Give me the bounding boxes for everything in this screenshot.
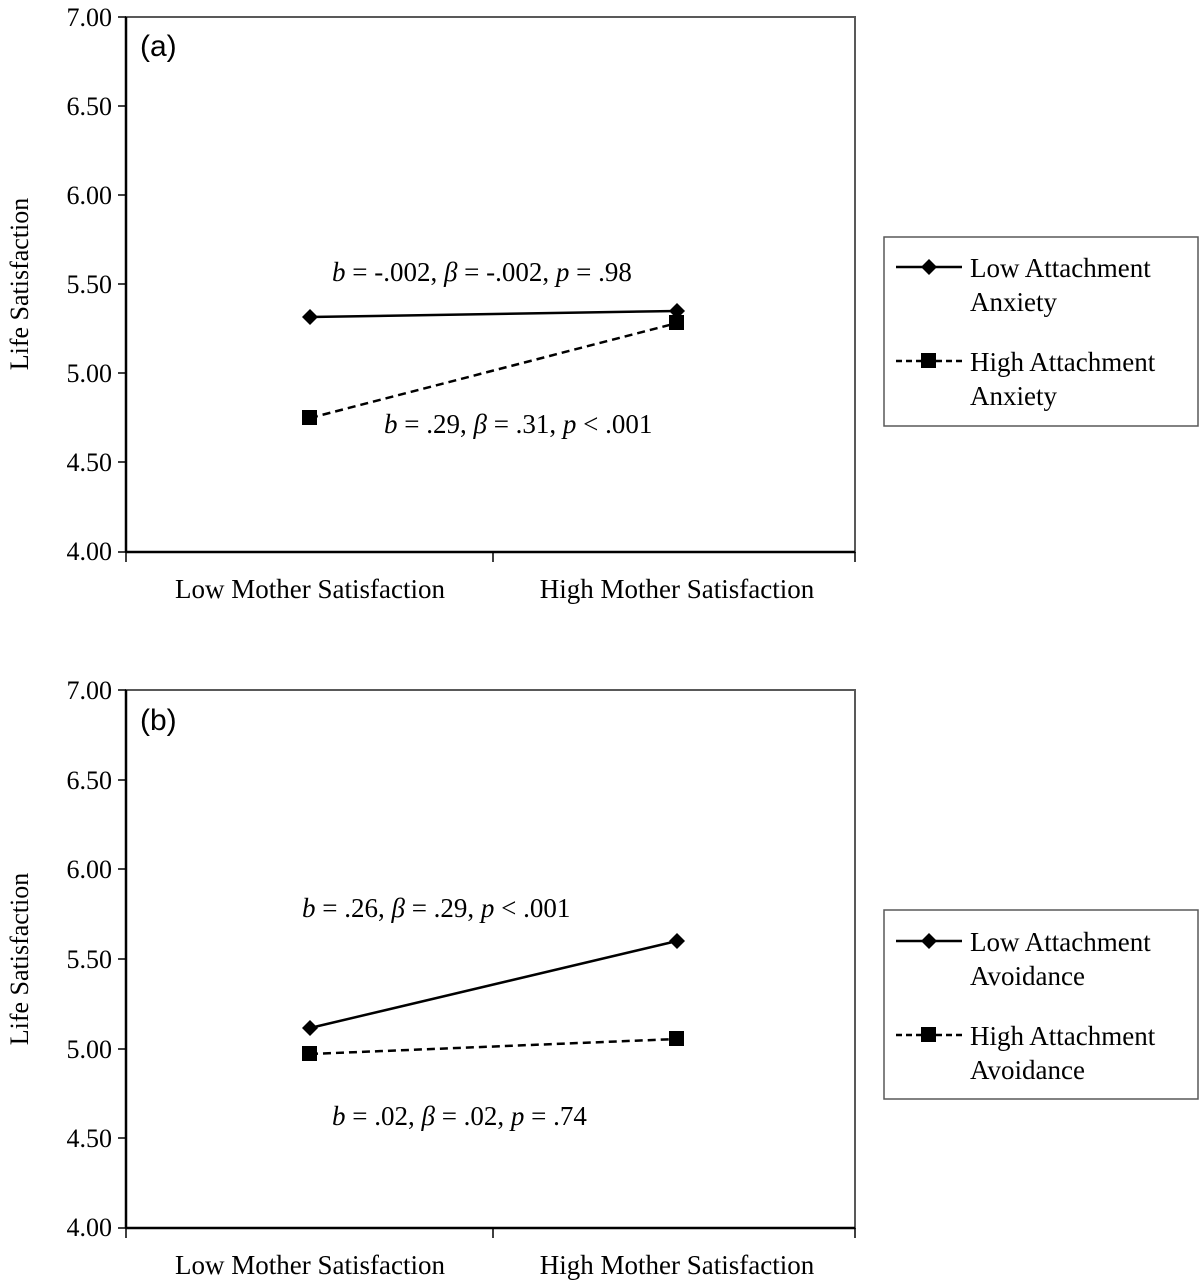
legend-label: High Attachment	[970, 1021, 1156, 1051]
y-tick-label: 5.50	[66, 945, 112, 974]
annotation-high-avoidance: b = .02, β = .02, p = .74	[332, 1101, 587, 1131]
y-tick-label: 4.00	[66, 537, 112, 566]
legend-b	[884, 910, 1198, 1099]
y-axis-label: Life Satisfaction	[5, 872, 34, 1046]
y-tick-label: 5.00	[66, 359, 112, 388]
y-tick-label: 7.00	[66, 3, 112, 32]
legend-label: High Attachment	[970, 347, 1156, 377]
y-tick-label: 6.00	[66, 855, 112, 884]
y-tick-label: 4.50	[66, 1124, 112, 1153]
y-tick-label: 6.00	[66, 181, 112, 210]
panel-label: (a)	[140, 30, 177, 63]
legend-square-icon	[921, 1027, 936, 1042]
series-high-attachment-avoidance	[302, 1031, 684, 1061]
y-tick-label: 7.00	[66, 676, 112, 705]
y-tick-label: 5.00	[66, 1035, 112, 1064]
x-category-label: Low Mother Satisfaction	[175, 574, 445, 604]
legend-a	[884, 237, 1198, 426]
y-tick-label: 4.00	[66, 1213, 112, 1242]
y-tick-label: 5.50	[66, 270, 112, 299]
y-tick-label: 6.50	[66, 92, 112, 121]
legend-label: Anxiety	[970, 381, 1057, 411]
legend-label: Low Attachment	[970, 927, 1151, 957]
diamond-marker	[302, 309, 318, 325]
y-axis-label: Life Satisfaction	[5, 197, 34, 371]
square-marker	[302, 410, 317, 425]
legend-label: Avoidance	[970, 1055, 1085, 1085]
x-category-label: Low Mother Satisfaction	[175, 1250, 445, 1280]
series-low-attachment-anxiety	[302, 303, 685, 325]
annotation-high-anxiety: b = .29, β = .31, p < .001	[384, 409, 653, 439]
chart-a-svg	[0, 0, 1200, 640]
square-marker	[669, 1031, 684, 1046]
annotation-low-avoidance: b = .26, β = .29, p < .001	[302, 893, 571, 923]
legend-label: Avoidance	[970, 961, 1085, 991]
series-low-attachment-avoidance	[302, 933, 685, 1036]
plot-frame	[126, 690, 855, 1228]
y-tick-label: 4.50	[66, 448, 112, 477]
diamond-marker	[669, 933, 685, 949]
legend-label: Anxiety	[970, 287, 1057, 317]
panel-label: (b)	[140, 704, 177, 737]
square-marker	[669, 315, 684, 330]
chart-b-svg	[0, 672, 1200, 1284]
annotation-low-anxiety: b = -.002, β = -.002, p = .98	[332, 257, 632, 287]
x-category-label: High Mother Satisfaction	[539, 574, 815, 604]
x-category-label: High Mother Satisfaction	[539, 1250, 815, 1280]
chart-panel-b	[0, 672, 1200, 1284]
y-tick-label: 6.50	[66, 766, 112, 795]
diamond-marker	[302, 1020, 318, 1036]
square-marker	[302, 1046, 317, 1061]
legend-label: Low Attachment	[970, 253, 1151, 283]
legend-square-icon	[921, 353, 936, 368]
chart-panel-a	[0, 0, 1200, 640]
